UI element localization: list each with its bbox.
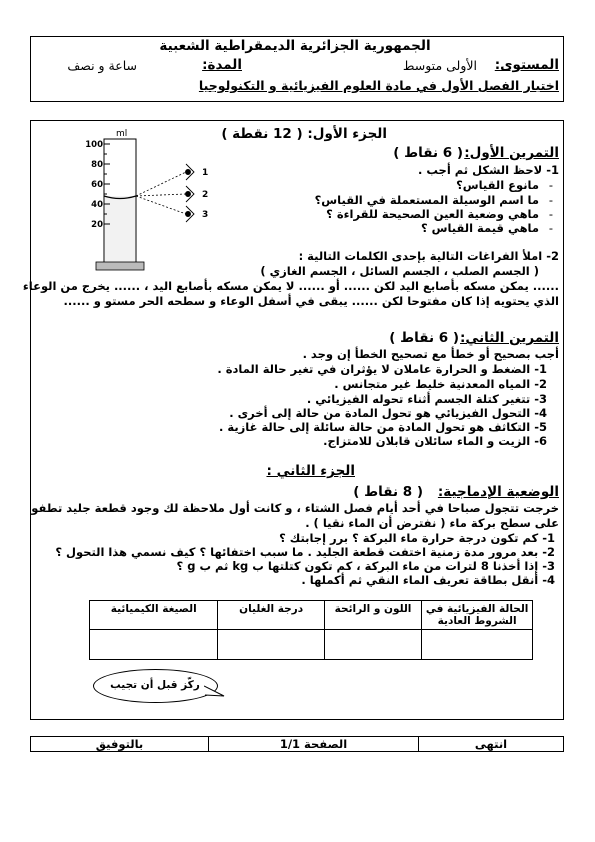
level-label: المستوى: bbox=[494, 57, 559, 73]
situation-points: ( 8 نقاط ) bbox=[353, 484, 423, 500]
ex1-bullet-1: - bbox=[548, 178, 553, 192]
table-cell-physical-state[interactable] bbox=[422, 630, 533, 660]
ex1-bullet-3: - bbox=[548, 207, 553, 221]
footer-end: انتهى bbox=[418, 737, 563, 751]
eye-icon bbox=[186, 164, 195, 222]
situation-title: الوضعية الإدماجية: bbox=[437, 484, 559, 500]
ex2-item-3: 3- تتغير كتلة الجسم أثناء تحوله الفيزيائي . bbox=[306, 392, 547, 406]
table-cell-formula[interactable] bbox=[90, 630, 218, 660]
footer-page: الصفحة 1/1 bbox=[208, 737, 418, 751]
exam-title: اختبار الفصل الأول في مادة العلوم الفيزيائية و التكنولوجيا bbox=[198, 78, 559, 93]
eye-label-3: 3 bbox=[202, 210, 209, 220]
tick-label-40: 40 bbox=[91, 200, 103, 210]
ex1-bullet-2: - bbox=[548, 193, 553, 207]
unit-label: ml bbox=[116, 129, 128, 139]
table-header-color-smell: اللون و الرائحة bbox=[324, 601, 421, 630]
graduated-cylinder-figure bbox=[84, 124, 224, 274]
water-id-table bbox=[89, 600, 533, 660]
ex2-item-6: 6- الزيت و الماء سائلان قابلان للامتزاج. bbox=[323, 434, 547, 448]
ex1-item-4: ماهي قيمة القياس ؟ bbox=[420, 221, 539, 235]
tick-label-100: 100 bbox=[85, 140, 103, 150]
ex1-fill-line-1: ...... يمكن مسكه بأصابع اليد لكن ...... أو ...... لا يمكن مسكه بأصابع اليد ، ...... يخرج من الوعاء bbox=[22, 279, 559, 293]
tick-label-20: 20 bbox=[91, 220, 103, 230]
situation-item-2: 2- بعد مرور مدة زمنية اختفت قطعة الجليد . ما سبب اختفائها ؟ كيف نسمي هذا التحول ؟ bbox=[55, 545, 555, 559]
situation-item-4: 4- أنقل بطاقة تعريف الماء النقي ثم أكملها . bbox=[301, 573, 555, 587]
ex1-q1: 1- لاحظ الشكل ثم أجب . bbox=[418, 163, 559, 177]
ex2-item-1: 1- الضغط و الحرارة عاملان لا يؤثران في تغير حالة المادة . bbox=[217, 362, 547, 376]
ex1-fill-line-2: الذي يحتويه إذا كان مفتوحا لكن ...... يبقى في أسفل الوعاء و سطحه الحر مستو و ...... bbox=[63, 294, 559, 308]
bubble-text: ركّز قبل أن تجيب bbox=[110, 679, 200, 691]
ex1-q2: 2- املأ الفراغات التالية بإحدى الكلمات التالية : bbox=[298, 249, 559, 263]
duration-value: ساعة و نصف bbox=[67, 58, 137, 73]
ex2-item-4: 4- التحول الفيزيائي هو تحول المادة من حالة إلى أخرى . bbox=[229, 406, 547, 420]
level-value: الأولى متوسط bbox=[402, 58, 477, 73]
table-row bbox=[90, 630, 533, 660]
part1-title: الجزء الأول: ( 12 نقطة ) bbox=[221, 126, 387, 142]
part2-title: الجزء الثاني : bbox=[266, 463, 355, 479]
ex1-item-2: ما اسم الوسيلة المستعملة في القياس؟ bbox=[314, 193, 539, 207]
footer-luck: بالتوفيق bbox=[95, 737, 144, 751]
tick-label-60: 60 bbox=[91, 180, 103, 190]
sight-lines bbox=[136, 172, 186, 214]
table-cell-color-smell[interactable] bbox=[324, 630, 421, 660]
situation-item-3: 3- إذا أخذنا 8 لترات من ماء البركة ، كم تكون كتلتها ب kg ثم ب g ؟ bbox=[176, 559, 555, 573]
cylinder bbox=[96, 139, 144, 270]
situation-text-2: على سطح بركة ماء ( نفترض أن الماء نقيا ) . bbox=[305, 516, 559, 530]
situation-text-1: خرجت تتجول صباحا في أحد أيام فصل الشتاء ، و كانت أول ملاحظة لك وجود قطعة جليد تطفو bbox=[31, 501, 559, 515]
ex1-bullet-4: - bbox=[548, 221, 553, 235]
tick-label-80: 80 bbox=[91, 160, 103, 170]
situation-item-1: 1- كم تكون درجة حرارة ماء البركة ؟ برر إجابتك ؟ bbox=[279, 531, 555, 545]
eye-label-2: 2 bbox=[202, 190, 209, 200]
table-header-row bbox=[90, 601, 533, 630]
ex2-item-2: 2- المياه المعدنية خليط غير متجانس . bbox=[334, 377, 547, 391]
eye-label-1: 1 bbox=[202, 168, 209, 178]
ex2-intro: أجب بصحيح أو خطأ مع تصحيح الخطأ إن وجد . bbox=[302, 347, 559, 361]
table-cell-boiling-point[interactable] bbox=[218, 630, 324, 660]
ex2-title: التمرين الثاني: bbox=[460, 330, 559, 346]
ex1-words: ( الجسم الصلب ، الجسم السائل ، الجسم الغازي ) bbox=[260, 264, 539, 278]
duration-label: المدة: bbox=[202, 57, 242, 73]
ex1-points: ( 6 نقاط ) bbox=[393, 145, 463, 161]
table-header-boiling-point: درجة الغليان bbox=[218, 601, 324, 630]
table-header-formula: الصيغة الكيميائية bbox=[90, 601, 218, 630]
ex1-item-1: مانوع القياس؟ bbox=[456, 178, 539, 192]
ex1-title: التمرين الأول: bbox=[464, 145, 559, 161]
republic-title: الجمهورية الجزائرية الديمقراطية الشعبية bbox=[159, 38, 431, 54]
ex2-item-5: 5- التكاثف هو تحول المادة من حالة سائلة إلى حالة غازية . bbox=[219, 420, 547, 434]
ex2-points: ( 6 نقاط ) bbox=[389, 330, 459, 346]
footer-bar bbox=[30, 736, 564, 752]
table-header-physical-state: الحالة الفيزيائية في الشروط العادية bbox=[422, 601, 533, 630]
ex1-item-3: ماهي وضعية العين الصحيحة للقراءة ؟ bbox=[326, 207, 539, 221]
